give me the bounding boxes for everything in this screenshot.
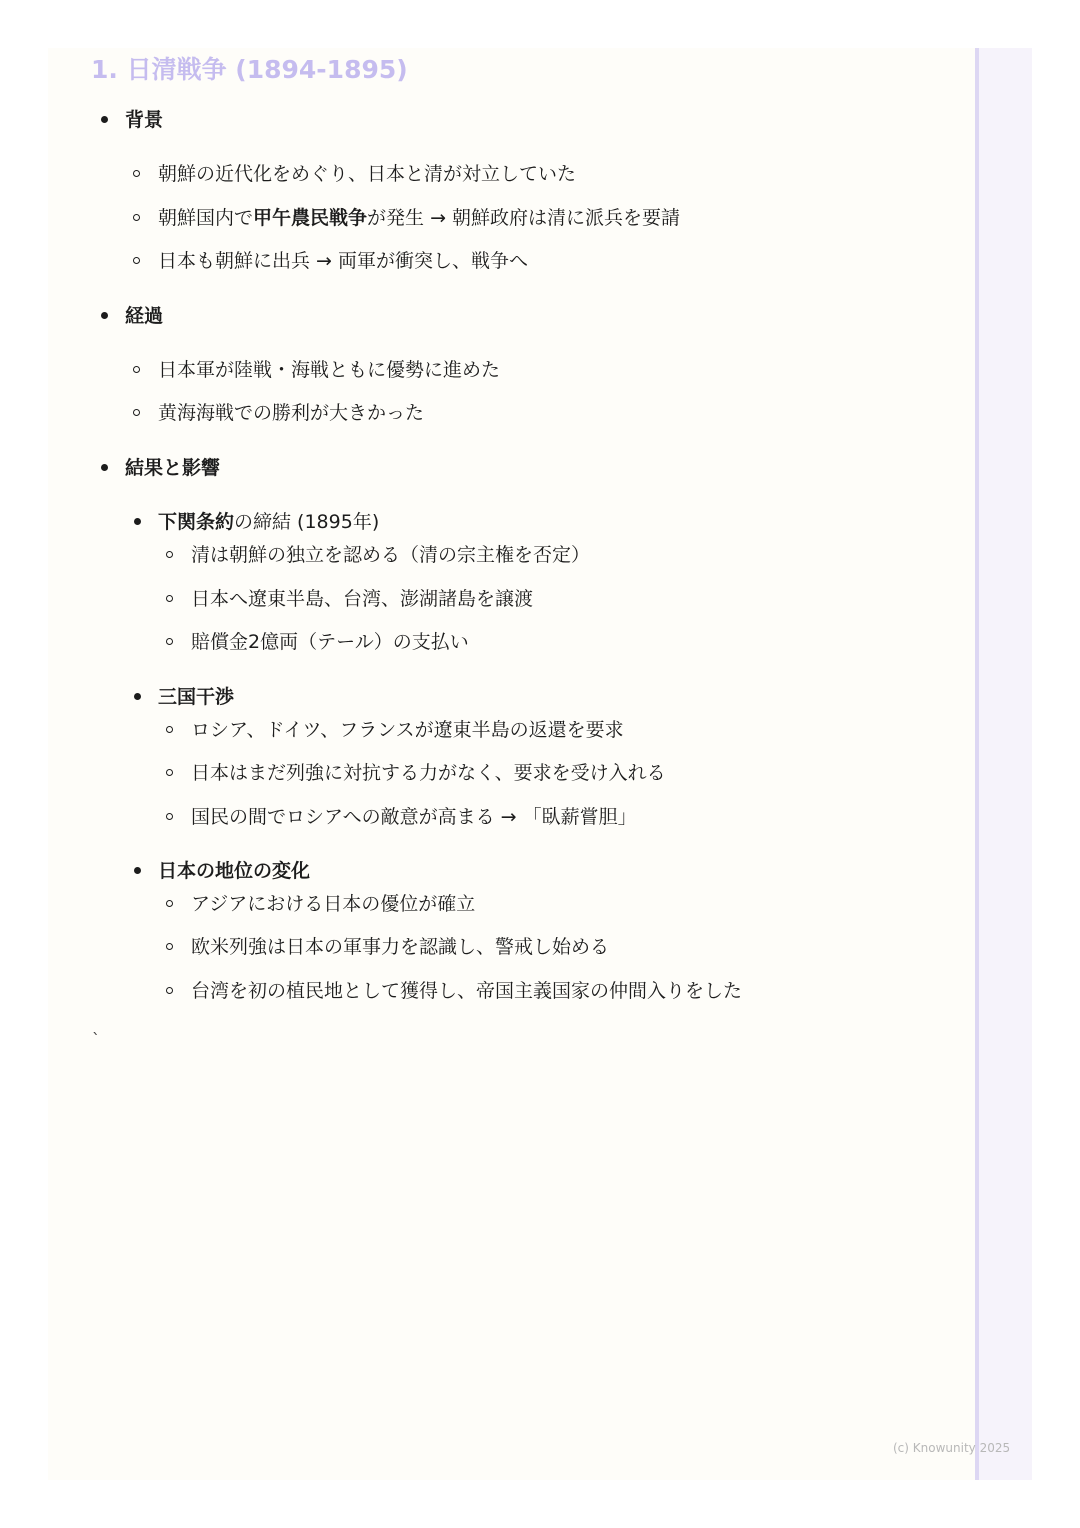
subheading-status: 日本の地位の変化 [158, 860, 311, 882]
bullet-disc [134, 867, 141, 874]
subheading-intervention: 三国干渉 [158, 686, 235, 708]
list-item: 朝鮮国内で甲午農民戦争が発生 → 朝鮮政府は清に派兵を要請 [158, 207, 681, 229]
bullet-circle [166, 900, 173, 907]
heading-result: 結果と影響 [125, 457, 221, 479]
page-side-bar [975, 48, 1032, 1480]
list-item: アジアにおける日本の優位が確立 [191, 893, 476, 915]
list-item: 日本へ遼東半島、台湾、澎湖諸島を譲渡 [191, 588, 534, 610]
list-item: ロシア、ドイツ、フランスが遼東半島の返還を要求 [191, 719, 624, 741]
list-item: 日本軍が陸戦・海戦ともに優勢に進めた [158, 359, 501, 381]
bullet-circle [166, 638, 173, 645]
bullet-circle [166, 987, 173, 994]
bullet-disc [101, 464, 108, 471]
list-item: 黄海海戦での勝利が大きかった [158, 402, 425, 424]
bullet-circle [133, 409, 140, 416]
bullet-disc [101, 116, 108, 123]
bullet-circle [133, 170, 140, 177]
copyright-footer: (c) Knowunity 2025 [893, 1441, 1011, 1455]
bullet-disc [101, 312, 108, 319]
term-shimonoseki-treaty: 下関条約 [158, 511, 235, 533]
bullet-circle [166, 943, 173, 950]
bullet-circle [133, 214, 140, 221]
heading-progress: 経過 [125, 305, 164, 327]
bullet-circle [166, 595, 173, 602]
heading-background: 背景 [125, 109, 164, 131]
term-gabo-peasant-war: 甲午農民戦争 [253, 207, 368, 229]
list-item: 清は朝鮮の独立を認める（清の宗主権を否定） [191, 544, 591, 566]
bullet-disc [134, 518, 141, 525]
bullet-circle [166, 769, 173, 776]
list-item: 日本はまだ列強に対抗する力がなく、要求を受け入れる [191, 762, 666, 784]
list-item: 朝鮮の近代化をめぐり、日本と清が対立していた [158, 163, 577, 185]
list-item: 日本も朝鮮に出兵 → 両軍が衝突し、戦争へ [158, 250, 529, 272]
bullet-circle [166, 726, 173, 733]
list-item: 賠償金2億両（テール）の支払い [191, 631, 469, 653]
bullet-circle [133, 366, 140, 373]
stray-mark: ` [92, 1030, 100, 1049]
bullet-circle [166, 551, 173, 558]
bullet-circle [166, 813, 173, 820]
list-item: 国民の間でロシアへの敵意が高まる → 「臥薪嘗胆」 [191, 806, 637, 828]
list-item: 台湾を初の植民地として獲得し、帝国主義国家の仲間入りをした [191, 980, 743, 1002]
bullet-circle [133, 257, 140, 264]
list-item: 欧米列強は日本の軍事力を認識し、警戒し始める [191, 936, 610, 958]
subheading-treaty: 下関条約の締結 (1895年) [158, 511, 380, 533]
bullet-disc [134, 693, 141, 700]
section-title: 1. 日清戦争 (1894-1895) [91, 55, 408, 84]
